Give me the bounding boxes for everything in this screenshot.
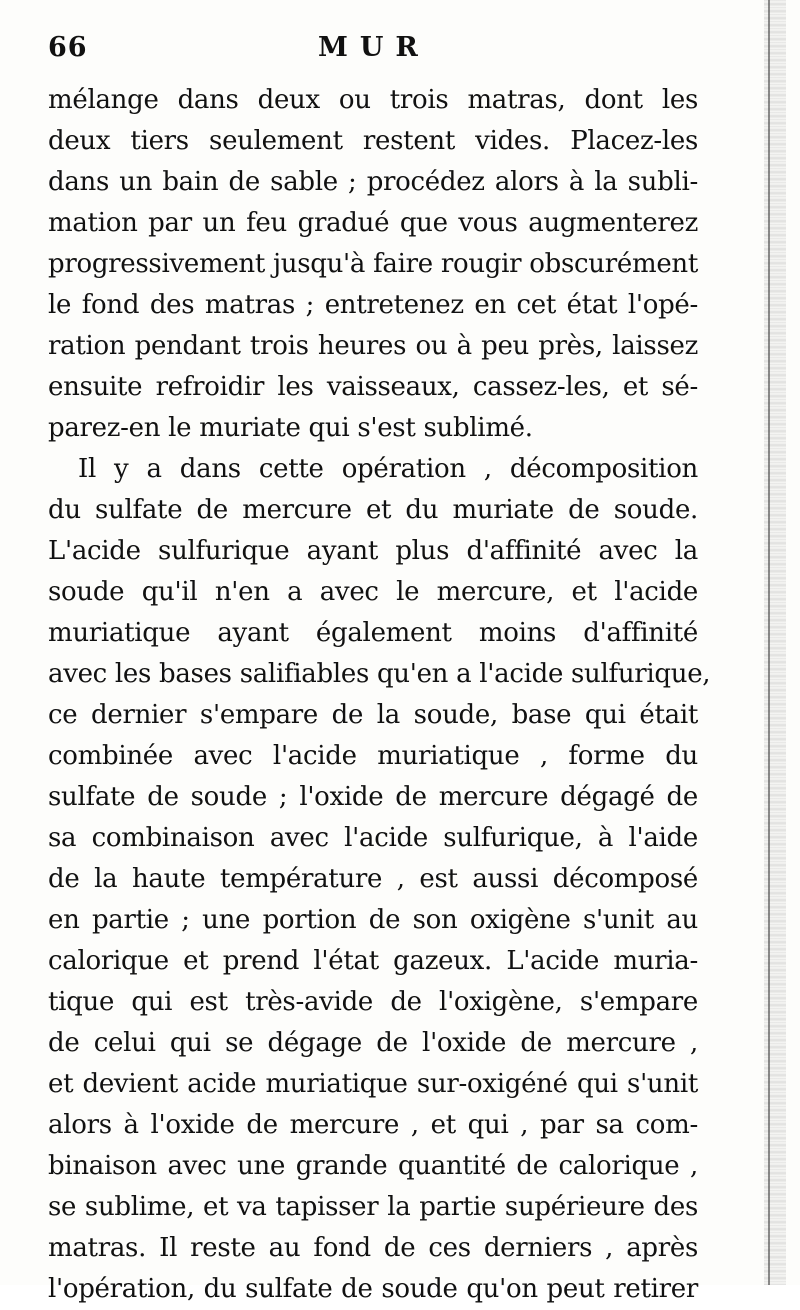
page-number: 66 — [48, 32, 88, 63]
text-line: calorique et prend l'état gazeux. L'acide muria- — [48, 946, 698, 976]
text-line: l'opération, du sulfate de soude qu'on peut retirer — [48, 1274, 698, 1304]
text-line: avec les bases salifiables qu'en a l'acide sulfurique, — [48, 659, 711, 689]
text-line: ce dernier s'empare de la soude, base qui était — [48, 700, 698, 730]
body-text — [48, 80, 711, 1310]
running-title: MUR — [318, 32, 430, 63]
text-line: et devient acide muriatique sur-oxigéné qui s'unit — [48, 1069, 698, 1099]
text-line: binaison avec une grande quantité de calorique , — [48, 1151, 698, 1181]
text-line: soude qu'il n'en a avec le mercure, et l'acide — [48, 577, 698, 607]
binding-line — [768, 0, 770, 1285]
text-line: mélange dans deux ou trois matras, dont les — [48, 85, 698, 115]
text-line: deux tiers seulement restent vides. Placez-les — [48, 126, 698, 156]
text-line: mation par un feu gradué que vous augmenterez — [48, 208, 698, 238]
text-line: matras. Il reste au fond de ces derniers , après — [48, 1233, 698, 1263]
text-line: parez-en le muriate qui s'est sublimé. — [48, 413, 533, 443]
text-line: en partie ; une portion de son oxigène s'unit au — [48, 905, 698, 935]
text-line: de celui qui se dégage de l'oxide de mercure , — [48, 1028, 698, 1058]
text-line: sulfate de soude ; l'oxide de mercure dégagé de — [48, 782, 698, 812]
text-line: muriatique ayant également moins d'affinité — [48, 618, 698, 648]
text-line: combinée avec l'acide muriatique , forme du — [48, 741, 698, 771]
text-line: L'acide sulfurique ayant plus d'affinité avec la — [48, 536, 698, 566]
text-line: du sulfate de mercure et du muriate de soude. — [48, 495, 698, 525]
text-line: tique qui est très-avide de l'oxigène, s'empare — [48, 987, 698, 1017]
text-line: ration pendant trois heures ou à peu près, laissez — [48, 331, 698, 361]
paragraph-1 — [48, 80, 698, 449]
paragraph-2 — [48, 449, 711, 1310]
text-line: sa combinaison avec l'acide sulfurique, à l'aide — [48, 823, 698, 853]
text-line: le fond des matras ; entretenez en cet état l'opé- — [48, 290, 698, 320]
text-line: dans un bain de sable ; procédez alors à la subli- — [48, 167, 698, 197]
text-line: Il y a dans cette opération , décomposition — [78, 454, 698, 484]
text-line: progressivement jusqu'à faire rougir obscurément — [48, 249, 698, 279]
page-header — [48, 32, 698, 72]
text-line: se sublime, et va tapisser la partie supérieure des — [48, 1192, 698, 1222]
text-line: de la haute température , est aussi décomposé — [48, 864, 698, 894]
text-line: alors à l'oxide de mercure , et qui , par sa com- — [48, 1110, 698, 1140]
text-line: ensuite refroidir les vaisseaux, cassez-les, et sé- — [48, 372, 698, 402]
